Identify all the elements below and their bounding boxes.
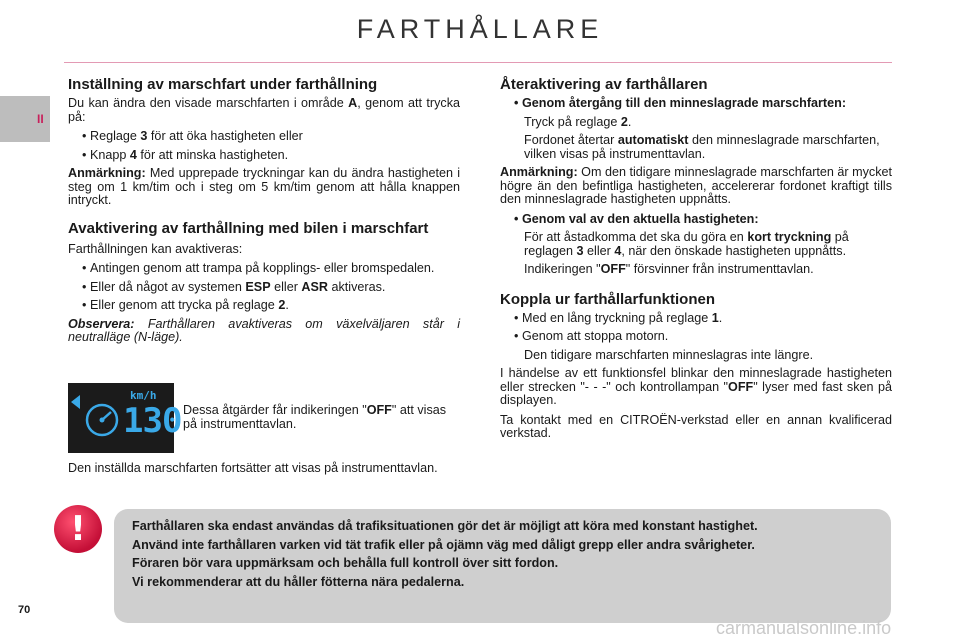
malfunction-text: I händelse av ett funktionsfel blinkar den minneslagrade hastigheten eller strecken "- - -" och kontrollampan "OFF" lyser med fast sken på displayen. [500, 366, 892, 407]
section-heading-deactivation: Avaktivering av farthållning med bilen i marschfart [68, 219, 429, 237]
speedometer-icon [82, 400, 122, 440]
contact-workshop-text: Ta kontakt med en CITROËN-verkstad eller en annan kvalificerad verkstad. [500, 412, 892, 440]
list-item: • Genom val av den aktuella hastigheten: [514, 211, 759, 226]
setting-note: Anmärkning: Med upprepade tryckningar kan du ändra hastigheten i steg om 1 km/tim och i steg om 5 km/tim genom att hålla knappen intryckt. [68, 166, 460, 207]
warning-line: Använd inte farthållaren varken vid tät trafik eller på ojämn väg med dåligt grepp eller andra svårigheter. [132, 537, 755, 552]
instrument-display-image [68, 383, 182, 453]
left-column [68, 76, 460, 351]
section-heading-setting: Inställning av marschfart under farthållning [68, 76, 378, 93]
title-divider [64, 62, 892, 63]
warning-line: Föraren bör vara uppmärksam och behålla full kontroll över sitt fordon. [132, 556, 559, 570]
chapter-tab [0, 96, 50, 142]
section-heading-reactivation: Återaktivering av farthållaren [500, 76, 708, 93]
list-item: • Reglage 3 för att öka hastigheten eller [82, 129, 303, 143]
deactivation-observe: Observera: Farthållaren avaktiveras om växelväljaren står i neutralläge (N-läge). [68, 316, 460, 344]
reactivation-step: Tryck på reglage 2. [524, 114, 632, 129]
list-item: • Genom återgång till den minneslagrade marschfarten: [514, 96, 847, 110]
list-item: • Med en lång tryckning på reglage 1. [514, 310, 723, 325]
deactivation-intro: Farthållningen kan avaktiveras: [68, 241, 243, 256]
left-arrow-icon [71, 395, 80, 409]
after-display-text: Den inställda marschfarten fortsätter att visas på instrumenttavlan. [68, 461, 438, 475]
list-item: • Antingen genom att trampa på kopplings- eller bromspedalen. [82, 261, 435, 275]
display-unit: km/h [130, 389, 157, 402]
reactivation-note: Anmärkning: Om den tidigare minneslagrade marschfarten är mycket högre än den befintliga hastigheten, accelererar fordonet kraftigt tills den minneslagrade hastigheten uppnåtts. [500, 165, 892, 206]
page-number: 70 [18, 604, 31, 616]
right-column [500, 76, 892, 447]
setting-intro: Du kan ändra den visade marschfarten i område A, genom att trycka på: [68, 96, 460, 124]
reactivation-result: Fordonet återtar automatiskt den minneslagrade marschfarten, vilken visas på instrumenttavlan. [524, 133, 880, 161]
list-item: • Eller då något av systemen ESP eller ASR aktiveras. [82, 279, 386, 294]
page-title: FARTHÅLLARE [356, 14, 604, 44]
warning-line: Farthållaren ska endast användas då trafiksituationen gör det är möjligt att köra med konstant hastighet. [132, 519, 758, 533]
list-item: • Eller genom att trycka på reglage 2. [82, 298, 289, 312]
display-speed-value: 130 [123, 401, 182, 441]
list-item: • Knapp 4 för att minska hastigheten. [82, 147, 289, 162]
off-indicator-text: Indikeringen "OFF" försvinner från instrumenttavlan. [524, 262, 814, 276]
current-speed-step: För att åstadkomma det ska du göra en kort tryckning på reglagen 3 eller 4, när den önskade hastigheten uppnåtts. [524, 230, 849, 258]
section-heading-disconnect: Koppla ur farthållarfunktionen [500, 290, 716, 308]
warning-line: Vi rekommenderar att du håller fötterna nära pedalerna. [132, 574, 465, 589]
watermark: carmanualsonline.info [716, 618, 892, 638]
display-caption: Dessa åtgärder får indikeringen "OFF" att visas på instrumenttavlan. [183, 403, 447, 431]
list-item: • Genom att stoppa motorn. [514, 329, 669, 343]
disconnect-memory-text: Den tidigare marschfarten minneslagras inte längre. [524, 347, 814, 362]
chapter-tab-label: II [37, 112, 44, 126]
exclamation-icon: ! [54, 505, 102, 553]
warning-box [114, 509, 891, 623]
